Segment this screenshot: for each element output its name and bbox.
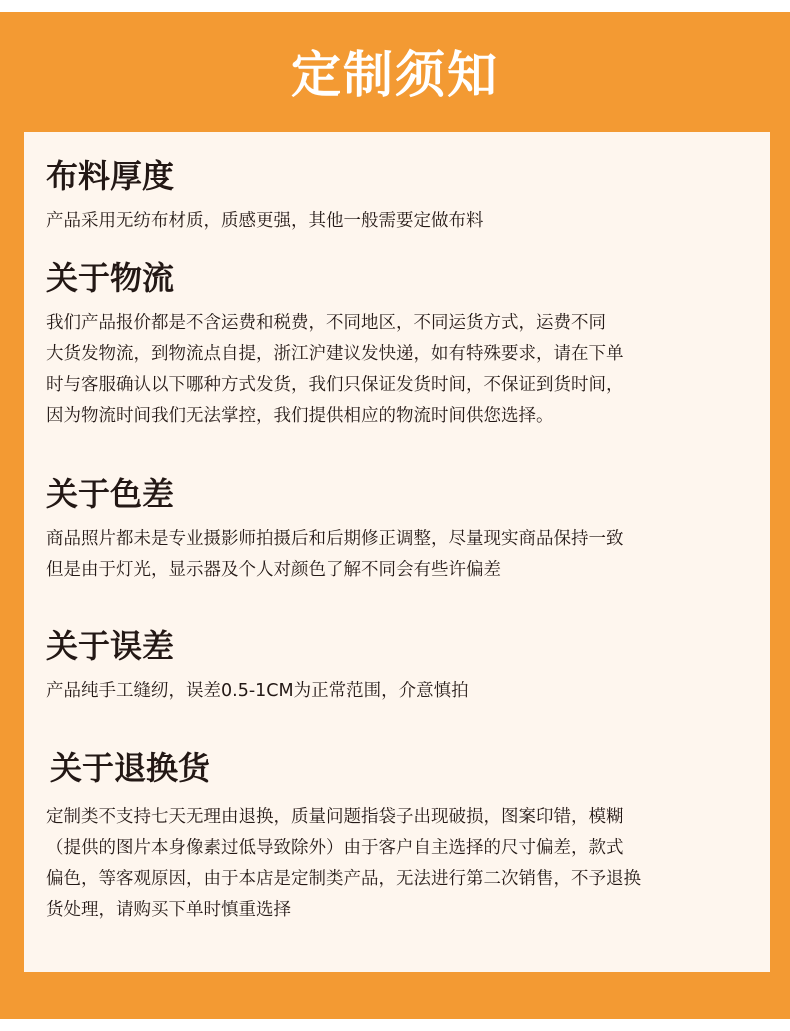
section-heading: 关于退换货	[50, 749, 211, 787]
body-line: 我们产品报价都是不含运费和税费，不同地区，不同运货方式，运费不同	[46, 313, 606, 333]
page-title: 定制须知	[291, 46, 499, 104]
section-heading: 布料厚度	[46, 157, 175, 195]
body-line: 商品照片都未是专业摄影师拍摄后和后期修正调整，尽量现实商品保持一致	[46, 529, 624, 549]
section-logistics	[46, 256, 746, 432]
section-body	[46, 676, 746, 707]
body-line: 因为物流时间我们无法掌控，我们提供相应的物流时间供您选择。	[46, 406, 554, 426]
body-line: 大货发物流，到物流点自提，浙江沪建议发快递，如有特殊要求，请在下单	[46, 344, 624, 364]
section-body	[46, 308, 746, 432]
section-body	[46, 524, 746, 586]
section-returns	[46, 746, 750, 926]
section-body	[46, 802, 750, 926]
notice-panel	[24, 132, 770, 972]
body-line: 但是由于灯光，显示器及个人对颜色了解不同会有些许偏差	[46, 560, 501, 580]
body-line: 偏色，等客观原因，由于本店是定制类产品，无法进行第二次销售，不予退换	[46, 869, 641, 889]
body-line: 产品纯手工缝纫，误差0.5-1CM为正常范围，介意慎拍	[46, 681, 469, 701]
body-line: 定制类不支持七天无理由退换，质量问题指袋子出现破损，图案印错，模糊	[46, 807, 624, 827]
section-fabric-thickness	[46, 154, 746, 237]
body-line: 货处理，请购买下单时慎重选择	[46, 900, 291, 920]
section-size-error	[46, 624, 746, 707]
body-line: （提供的图片本身像素过低导致除外）由于客户自主选择的尺寸偏差，款式	[46, 838, 624, 858]
section-heading: 关于物流	[46, 259, 175, 297]
section-heading: 关于误差	[46, 627, 175, 665]
section-heading: 关于色差	[46, 475, 175, 513]
body-line: 产品采用无纺布材质，质感更强，其他一般需要定做布料	[46, 211, 484, 231]
section-body	[46, 206, 746, 237]
body-line: 时与客服确认以下哪种方式发货，我们只保证发货时间，不保证到货时间，	[46, 375, 624, 395]
section-color-difference	[46, 472, 746, 586]
